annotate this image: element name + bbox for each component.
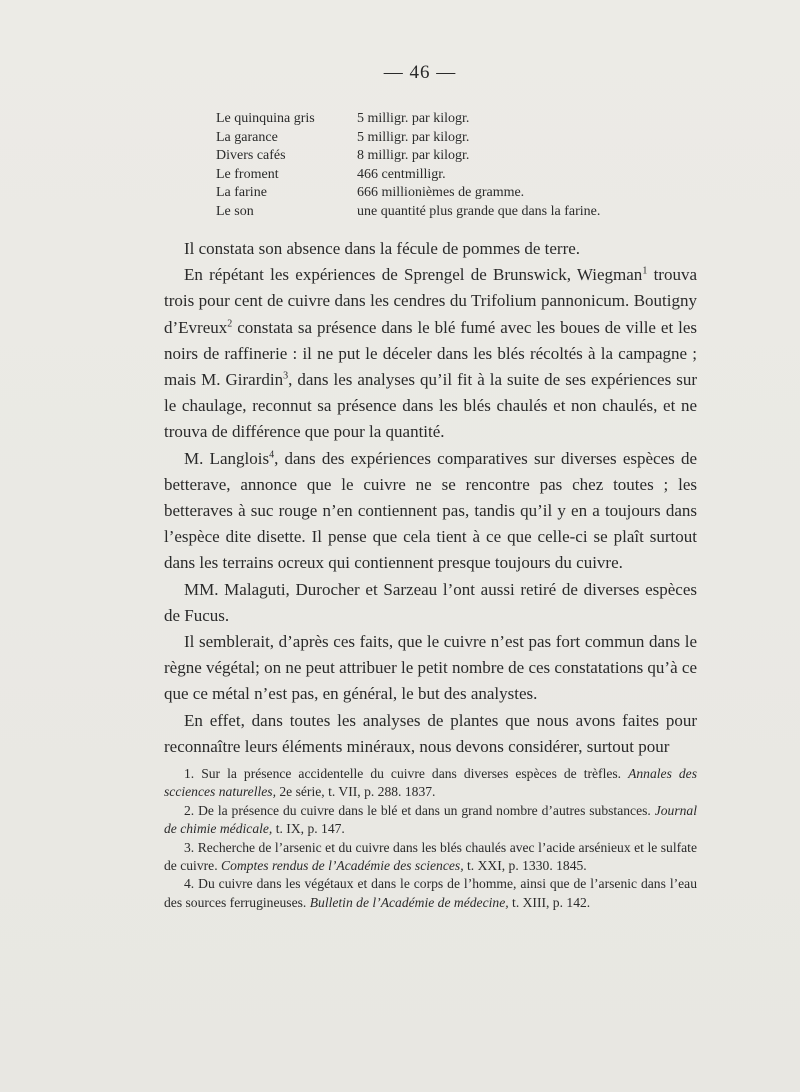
table-value: 5 milligr. par kilogr. [357,111,470,126]
footnote-text: 4. Du cuivre dans les végétaux et dans le corps de l’homme, ainsi que de l’arsenic dans l’eau des sources ferrugineuses. [164,876,697,910]
table-value: 5 milligr. par kilogr. [357,129,470,145]
table-item: La garance [216,129,278,145]
paragraph-text: En répétant les expériences de Sprengel de Brunswick, Wiegman [184,265,643,285]
footnote-text: t. XIII, p. 142. [508,894,591,910]
paragraph-text: trouva trois pour cent de cuivre dans les cendres du Trifolium pannonicum. Boutigny d’Evreux [164,265,697,337]
paragraph-text: , dans des expériences comparatives sur diverses espèces de betterave, annonce que le cuivre ne se rencontre pas chez toutes ; les betteraves à suc rouge n’en contiennent pas, tandis qu’il y en a toujours dans l’espèce dite disette. Il pense que cela tient à ce que celle-ci se plaît surtout dans les terrains ocreux qui contiennent presque toujours du cuivre. [164,448,698,573]
footnote [164,875,697,912]
footnote-ref: 2 [227,317,233,329]
footnote [164,765,697,802]
page-number: — 46 — [383,62,457,83]
footnote-text: 2e série, t. VII, p. 288. 1837. [275,784,436,800]
paragraph-text: constata sa présence dans le blé fumé avec les boues de ville et les noirs de raffinerie : il ne put le déceler dans les blés récoltés à la campagne ; mais M. Girardin [164,317,697,390]
table-row [216,166,600,185]
footnote-source: Annales des sсciences naturelles, [164,766,697,800]
footnote-ref: 3 [283,370,289,382]
body-text [164,236,697,760]
table-item: Le quinquina gris [216,111,315,126]
footnote-text: 3. Recherche de l’arsenic et du cuivre dans les blés chaulés avec l’acide arsénieux et le sulfate de cuivre. [164,839,697,874]
footnote [164,839,697,876]
footnote-text: 1. Sur la présence accidentelle du cuivre dans diverses espèces de trèfles. [184,766,629,781]
footnote-text: t. XXI, p. 1330. 1845. [463,858,587,874]
footnote-ref: 1 [642,265,648,277]
paragraph-text: M. Langlois [184,448,270,468]
table-value: 8 milligr. par kilogr. [357,148,470,163]
footnote [164,802,697,839]
footnote-source: Journal de chimie médicale, [164,802,697,837]
table-value: 666 millionièmes de gramme. [357,185,525,200]
table-value: 466 centmilligr. [357,166,446,182]
footnote-text: 2. De la présence du cuivre dans le blé et dans un grand nombre d’autres substances. [184,802,655,818]
table-row [216,184,600,203]
table-item: Le son [216,203,254,219]
paragraph: MM. Malaguti, Durocher et Sarzeau l’ont aussi retiré de diverses espèces de Fucus. [164,579,697,625]
table-row [216,147,600,166]
table-item: La farine [216,185,267,200]
table-row [216,203,600,222]
footnotes [164,765,697,912]
paragraph [164,446,697,577]
table-item: Divers cafés [216,148,286,163]
table-row [216,129,600,148]
table-row [216,110,600,129]
paragraph: En effet, dans toutes les analyses de plantes que nous avons faites pour reconnaître leurs éléments minéraux, nous devons considérer, surtout pour [164,710,697,756]
footnote-ref: 4 [269,448,275,460]
table-item: Le froment [216,166,279,182]
paragraph [164,262,697,445]
table-value: une quantité plus grande que dans la farine. [357,203,601,219]
footnote-source: Bulletin de l’Académie de médecine, [309,894,509,910]
paragraph: Il constata son absence dans la fécule de pommes de terre. [184,239,581,258]
copper-content-table [216,110,600,221]
paragraph-text: , dans les analyses qu’il fit à la suite de ses expériences sur le chaulage, reconnut sa présence dans les blés chaulés et non chaulés, et ne trouva de différence que pour la quantité. [164,370,697,442]
paragraph: Il semblerait, d’après ces faits, que le cuivre n’est pas fort commun dans le règne végétal; on ne peut attribuer le petit nombre de ces constatations qu’à ce que ce métal n’est pas, en général, le but des analystes. [164,632,697,704]
footnote-source: Comptes rendus de l’Académie des sciences, [221,858,464,874]
footnote-text: t. IX, p. 147. [272,821,345,837]
